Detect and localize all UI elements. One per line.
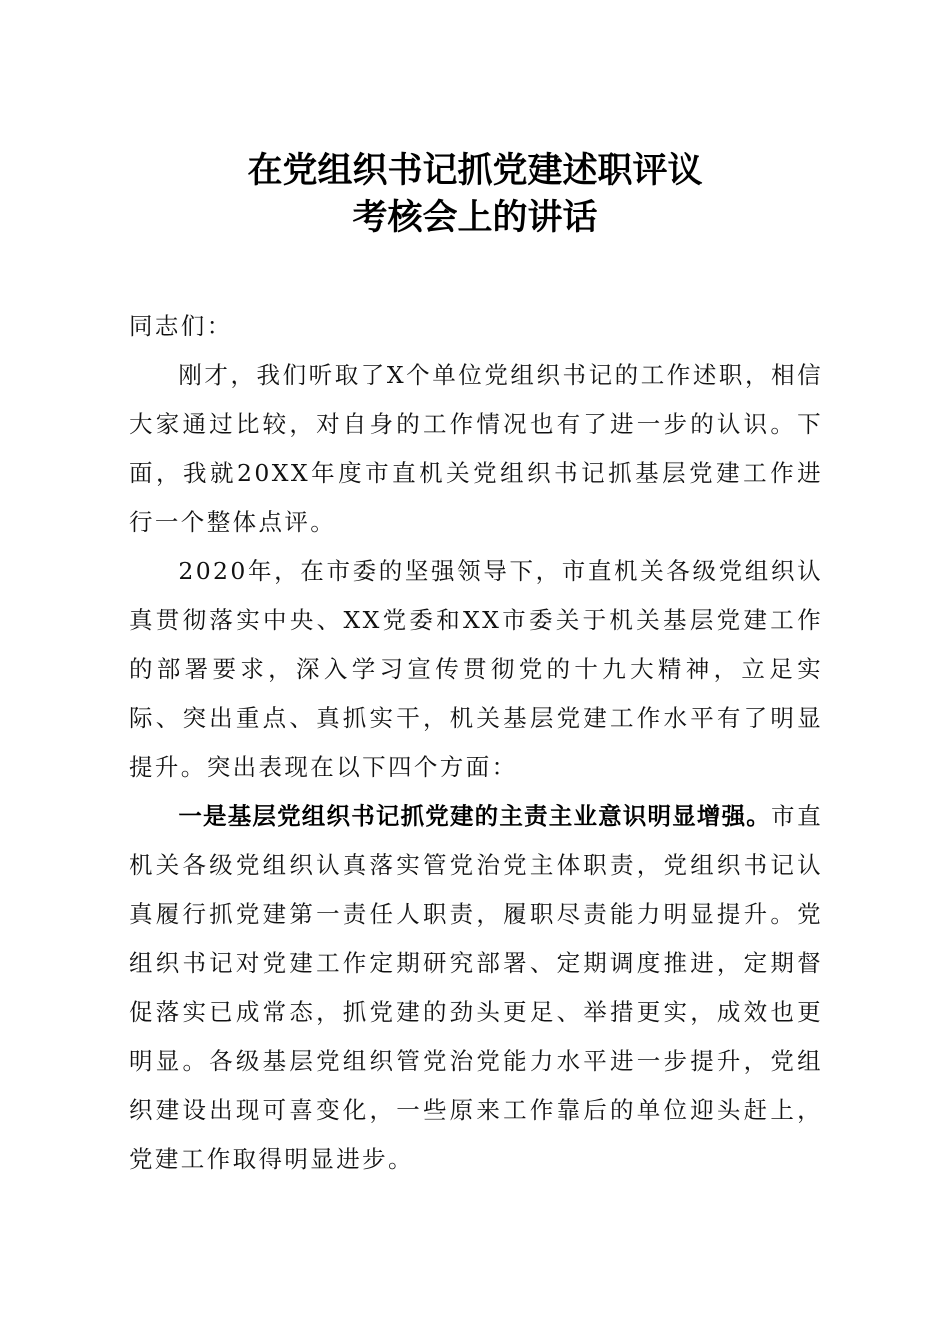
salutation: 同志们： (129, 312, 233, 340)
paragraph-point-one (129, 792, 823, 1184)
paragraph-intro: 刚才，我们听取了X个单位党组织书记的工作述职，相信大家通过比较，对自身的工作情况也有了进一步的认识。下面，我就20XX年度市直机关党组织书记抓基层党建工作进行一个整体点评。 (129, 361, 823, 536)
point-one-heading: 一是基层党组织书记抓党建的主责主业意识明显增强。 (178, 802, 771, 830)
document-body (129, 302, 823, 1184)
document-title (0, 148, 950, 242)
paragraph-overview: 2020年，在市委的坚强领导下，市直机关各级党组织认真贯彻落实中央、XX党委和XX市委关于机关基层党建工作的部署要求，深入学习宣传贯彻党的十九大精神，立足实际、突出重点、真抓实干，机关基层党建工作水平有了明显提升。突出表现在以下四个方面： (129, 557, 823, 781)
title-line-2: 考核会上的讲话 (352, 198, 598, 238)
title-line-1: 在党组织书记抓党建述职评议 (247, 151, 703, 191)
point-one-text: 市直机关各级党组织认真落实管党治党主体职责，党组织书记认真履行抓党建第一责任人职责，履职尽责能力明显提升。党组织书记对党建工作定期研究部署、定期调度推进，定期督促落实已成常态，抓党建的劲头更足、举措更实，成效也更明显。各级基层党组织管党治党能力水平进一步提升，党组织建设出现可喜变化，一些原来工作靠后的单位迎头赶上，党建工作取得明显进步。 (129, 802, 823, 1173)
